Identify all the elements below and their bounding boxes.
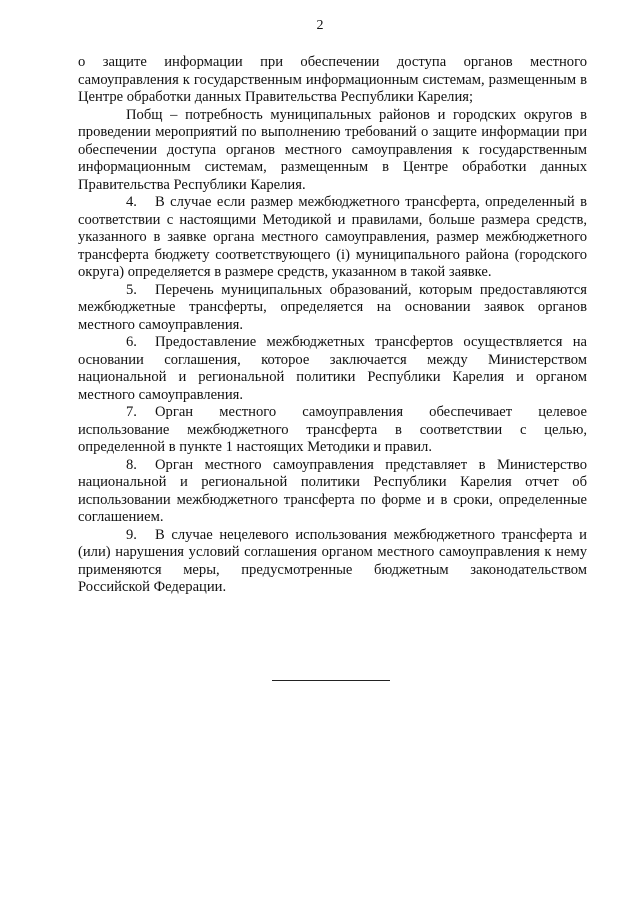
paragraph-number: 5.	[126, 281, 137, 298]
paragraph-text: Орган местного самоуправления представляет в Министерство национальной и региональной политики Республики Карелия отчет об использовании межбюджетного трансферта по форме и в сроки, определенные соглашением.	[78, 456, 587, 525]
paragraph-number: 6.	[126, 334, 137, 350]
paragraph-number: 8.	[126, 456, 137, 473]
paragraph-item-4	[78, 194, 587, 282]
paragraph-text: Предоставление межбюджетных трансфертов осуществляется на основании соглашения, которое заключается между Министерством национальной и региональной политики Республики Карелия и органом местного самоуправления.	[78, 334, 587, 403]
paragraph-text: В случае нецелевого использования межбюджетного трансферта и (или) нарушения условий соглашения органом местного самоуправления к нему применяются меры, предусмотренные бюджетным законодательством Российской Федерации.	[78, 526, 587, 595]
paragraph-item-8	[78, 457, 587, 527]
paragraph-item-6	[78, 334, 587, 404]
document-body	[78, 54, 587, 597]
paragraph-text: В случае если размер межбюджетного трансферта, определенный в соответствии с настоящими Методикой и правилами, больше размера средств, указанного в заявке органа местного самоуправления, размер межбюджетного трансферта бюджету соответствующего (i) муниципального района (городского округа) определяется в размере средств, указанном в такой заявке.	[78, 194, 587, 280]
paragraph-definition	[78, 107, 587, 195]
paragraph-number: 7.	[126, 404, 137, 420]
paragraph-continuation	[78, 54, 587, 107]
paragraph-item-5	[78, 282, 587, 335]
paragraph-item-9	[78, 527, 587, 597]
paragraph-text: Перечень муниципальных образований, которым предоставляются межбюджетные трансферты, определяется на основании заявок органов местного самоуправления.	[78, 281, 587, 333]
paragraph-number: 9.	[126, 526, 137, 543]
page-number: 2	[316, 18, 324, 33]
paragraph-number: 4.	[126, 194, 137, 210]
paragraph-text: о защите информации при обеспечении доступа органов местного самоуправления к государственным информационным системам, размещенным в Центре обработки данных Правительства Республики Карелия;	[78, 54, 587, 105]
paragraph-text: Орган местного самоуправления обеспечивает целевое использование межбюджетного трансферта в соответствии с целью, определенной в пункте 1 настоящих Методики и правил.	[78, 404, 587, 455]
end-separator-line	[272, 680, 390, 681]
paragraph-text: Побщ – потребность муниципальных районов и городских округов в проведении мероприятий по выполнению требований о защите информации при обеспечении доступа органов местного самоуправления к государственным информационным системам, размещенным в Центре обработки данных Правительства Республики Карелия.	[78, 106, 587, 193]
paragraph-item-7	[78, 404, 587, 457]
